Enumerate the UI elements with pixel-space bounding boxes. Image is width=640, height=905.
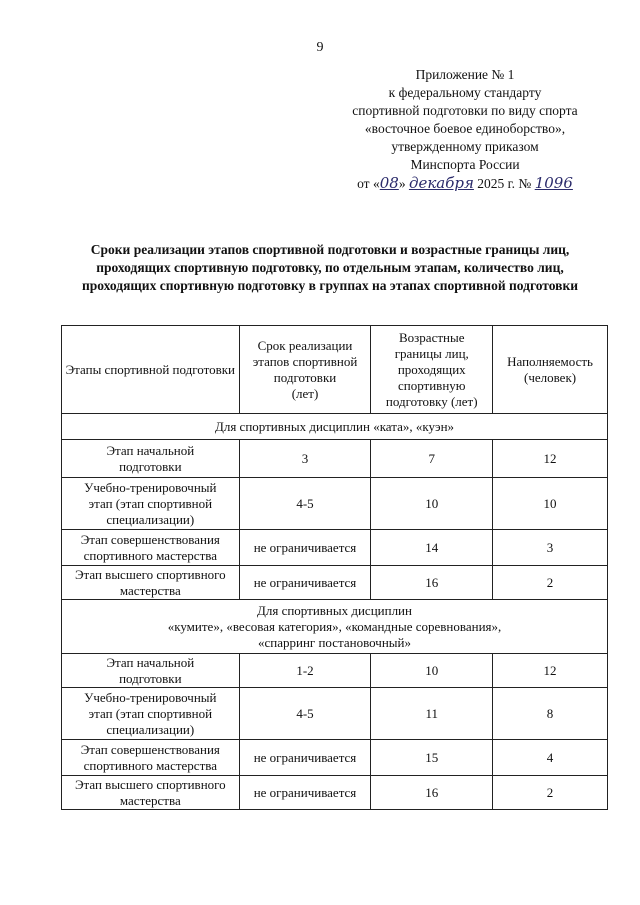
- stage-cell: Этап высшего спортивного мастерства: [62, 776, 240, 810]
- stage-cell: Этап начальной подготовки: [62, 654, 240, 688]
- count-cell: 12: [493, 654, 608, 688]
- age-cell: 10: [371, 654, 493, 688]
- table-header-row: [62, 326, 608, 414]
- header-group-size: Наполняемость (человек): [493, 326, 608, 414]
- appendix-line: к федеральному стандарту: [388, 85, 542, 100]
- count-cell: 12: [493, 440, 608, 478]
- appendix-line: Минспорта России: [410, 157, 520, 172]
- count-cell: 2: [493, 776, 608, 810]
- appendix-line: спортивной подготовки по виду спорта: [352, 103, 578, 118]
- date-year: 2025 г. №: [477, 176, 532, 191]
- appendix-line: Приложение № 1: [415, 67, 515, 82]
- table-row: [62, 740, 608, 776]
- duration-cell: 4-5: [239, 688, 371, 740]
- page-number: 9: [316, 40, 324, 55]
- duration-cell: не ограничивается: [239, 530, 371, 566]
- age-cell: 11: [371, 688, 493, 740]
- age-cell: 15: [371, 740, 493, 776]
- count-cell: 8: [493, 688, 608, 740]
- header-age: Возрастные границы лиц, проходящих спортивную подготовку (лет): [371, 326, 493, 414]
- duration-cell: не ограничивается: [239, 740, 371, 776]
- count-cell: 2: [493, 566, 608, 600]
- stage-cell: Этап совершенствования спортивного мастерства: [62, 740, 240, 776]
- stage-cell: Этап высшего спортивного мастерства: [62, 566, 240, 600]
- section-row: [62, 600, 608, 654]
- duration-cell: 3: [239, 440, 371, 478]
- appendix-line: «восточное боевое единоборство»,: [364, 121, 566, 136]
- header-duration: Срок реализации этапов спортивной подготовки (лет): [239, 326, 371, 414]
- table-row: [62, 566, 608, 600]
- document-title: Сроки реализации этапов спортивной подготовки и возрастные границы лиц, проходящих спортивную подготовку, по отдельным этапам, количество лиц, проходящих спортивную подготовку в группах на этапах спортивной подготовки: [81, 242, 579, 293]
- order-number: 1096: [534, 174, 573, 192]
- table-row: [62, 440, 608, 478]
- count-cell: 4: [493, 740, 608, 776]
- section-kata: Для спортивных дисциплин «ката», «куэн»: [62, 414, 608, 440]
- age-cell: 16: [371, 776, 493, 810]
- date-mid: »: [398, 176, 406, 191]
- duration-cell: не ограничивается: [239, 776, 371, 810]
- duration-cell: не ограничивается: [239, 566, 371, 600]
- age-cell: 10: [371, 478, 493, 530]
- duration-cell: 4-5: [239, 478, 371, 530]
- stage-cell: Учебно-тренировочный этап (этап спортивной специализации): [62, 478, 240, 530]
- age-cell: 16: [371, 566, 493, 600]
- stage-cell: Этап начальной подготовки: [62, 440, 240, 478]
- date-prefix: от «: [357, 176, 380, 191]
- date-day: 08: [379, 174, 399, 192]
- appendix-line: утвержденному приказом: [391, 139, 539, 154]
- table-row: [62, 530, 608, 566]
- stage-cell: Учебно-тренировочный этап (этап спортивной специализации): [62, 688, 240, 740]
- date-month: декабря: [408, 174, 474, 192]
- header-stages: Этапы спортивной подготовки: [62, 326, 240, 414]
- order-date-line: [330, 174, 600, 193]
- stage-cell: Этап совершенствования спортивного мастерства: [62, 530, 240, 566]
- stages-table: [61, 325, 608, 810]
- table-row: [62, 688, 608, 740]
- table-row: [62, 478, 608, 530]
- table-row: [62, 654, 608, 688]
- table-row: [62, 776, 608, 810]
- section-row: [62, 414, 608, 440]
- count-cell: 3: [493, 530, 608, 566]
- section-kumite: Для спортивных дисциплин «кумите», «весовая категория», «командные соревнования», «спарринг постановочный»: [62, 600, 608, 654]
- age-cell: 14: [371, 530, 493, 566]
- appendix-block: [330, 66, 600, 193]
- age-cell: 7: [371, 440, 493, 478]
- duration-cell: 1-2: [239, 654, 371, 688]
- count-cell: 10: [493, 478, 608, 530]
